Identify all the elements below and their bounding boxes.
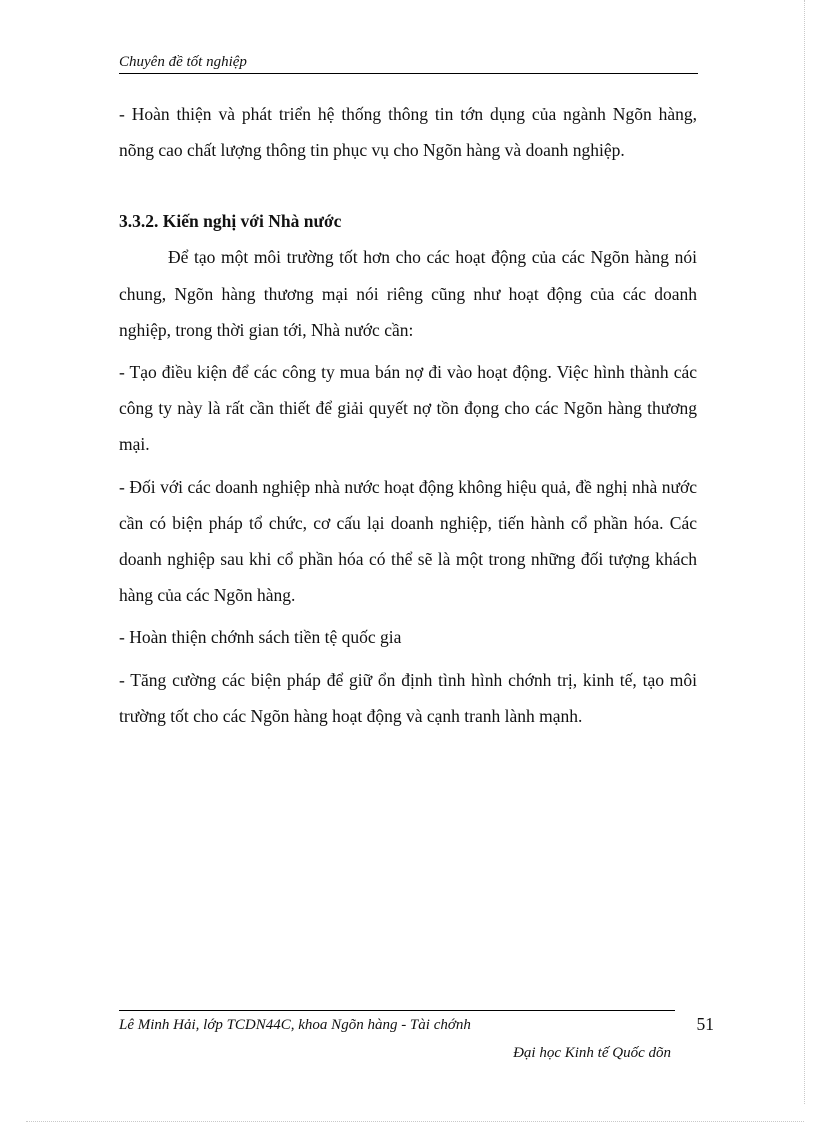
intro-paragraph: - Hoàn thiện và phát triển hệ thống thông tin tớn dụng của ngành Ngõn hàng, nõng cao chất lượng thông tin phục vụ cho Ngõn hàng và doanh nghiệp.	[119, 104, 697, 161]
paragraph-political-economic-stability: - Tăng cường các biện pháp để giữ ổn định tình hình chớnh trị, kinh tế, tạo môi trường tốt cho các Ngõn hàng hoạt động và cạnh tranh lành mạnh.	[119, 669, 697, 726]
page-content	[119, 96, 697, 734]
paragraph-intro-recommendations: Để tạo một môi trường tốt hơn cho các hoạt động của các Ngõn hàng nói chung, Ngõn hàng thương mại nói riêng cũng như hoạt động của các doanh nghiệp, trong thời gian tới, Nhà nước cần:	[119, 247, 697, 340]
page-edge-bottom	[26, 1121, 804, 1122]
page-edge-right	[804, 0, 805, 1104]
header-title: Chuyên đề tốt nghiệp	[119, 54, 247, 70]
paragraph-state-enterprise-restructuring: - Đối với các doanh nghiệp nhà nước hoạt động không hiệu quả, đề nghị nhà nước cần có biện pháp tổ chức, cơ cấu lại doanh nghiệp, tiến hành cổ phần hóa. Các doanh nghiệp sau khi cổ phần hóa có thể sẽ là một trong những đối tượng khách hàng của các Ngõn hàng.	[119, 476, 697, 606]
header-divider	[119, 73, 698, 74]
footer-divider	[119, 1010, 675, 1011]
page-number: 51	[696, 1014, 714, 1034]
paragraph-monetary-policy: - Hoàn thiện chớnh sách tiền tệ quốc gia	[119, 627, 402, 648]
paragraph-debt-trading-companies: - Tạo điều kiện để các công ty mua bán nợ đi vào hoạt động. Việc hình thành các công ty này là rất cần thiết để giải quyết nợ tồn đọng cho các Ngõn hàng thương mại.	[119, 362, 697, 455]
section-heading: 3.3.2. Kiến nghị với Nhà nước	[119, 211, 342, 232]
footer-university: Đại học Kinh tế Quốc dõn	[513, 1045, 671, 1061]
footer-author: Lê Minh Hải, lớp TCDN44C, khoa Ngõn hàng - Tài chớnh	[119, 1017, 471, 1033]
